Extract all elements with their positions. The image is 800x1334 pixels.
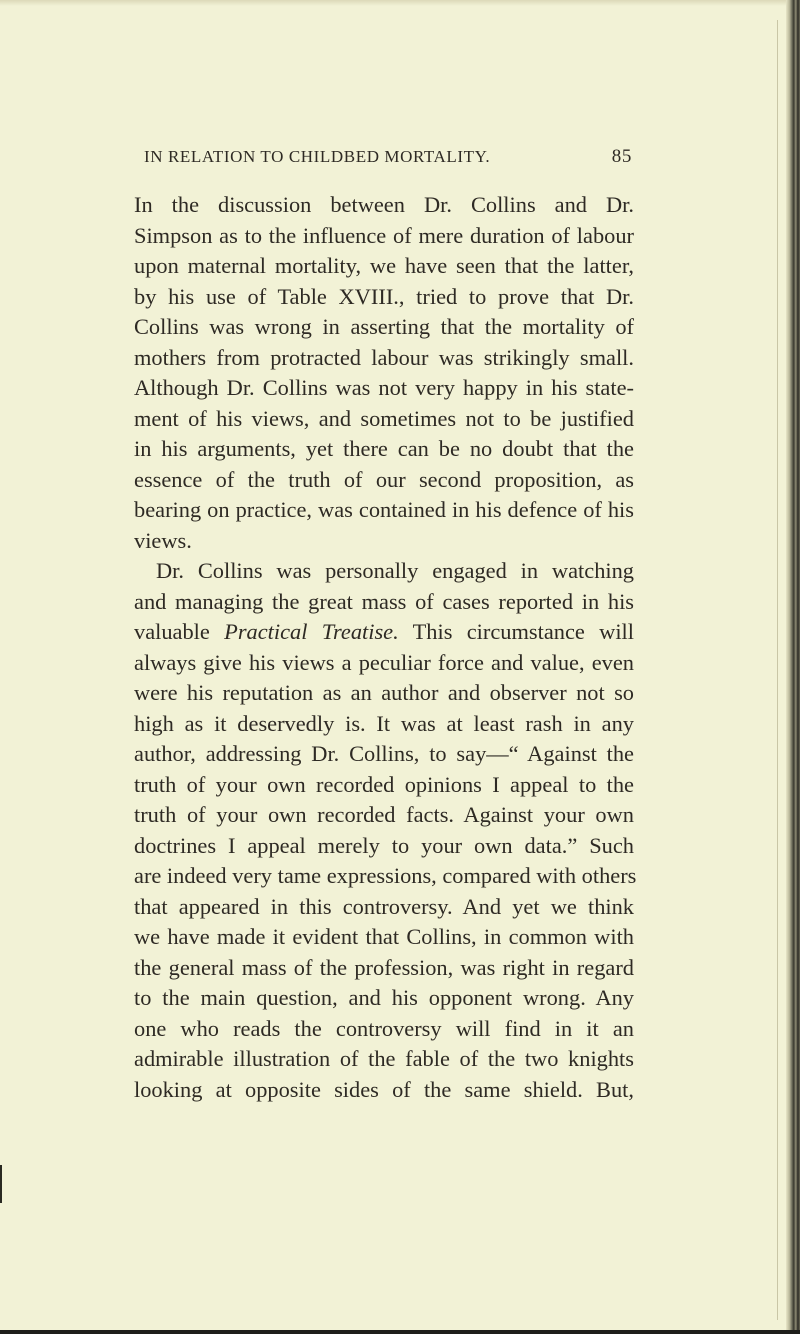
book-gutter-shadow: [786, 0, 800, 1334]
page-header: [144, 142, 632, 172]
text-line: that appeared in this controversy. And yet we think: [134, 893, 634, 919]
paragraph-start-line: Dr. Collins was personally engaged in watching: [156, 558, 634, 583]
text-line: were his reputation as an author and observer not so: [134, 680, 634, 705]
body-text: [134, 190, 637, 1105]
text-line: truth of your own recorded opinions I appeal to the: [134, 771, 634, 797]
running-head: IN RELATION TO CHILDBED MORTALITY.: [144, 147, 491, 166]
text-line: Simpson as to the influence of mere duration of labour: [134, 222, 634, 248]
text-line: bearing on practice, was contained in his defence of his: [134, 497, 634, 522]
page-top-edge: [0, 0, 800, 6]
text-line: truth of your own recorded facts. Against your own: [134, 802, 634, 827]
book-title-italic: Practical Treatise.: [224, 619, 399, 644]
page-number: 85: [611, 146, 632, 167]
text-line: Although Dr. Collins was not very happy in his state-: [134, 375, 634, 400]
text-line: ment of his views, and sometimes not to be justified: [134, 405, 634, 431]
text-line: looking at opposite sides of the same shield. But,: [134, 1076, 634, 1102]
text-line: we have made it evident that Collins, in common with: [134, 924, 634, 949]
text-line: and managing the great mass of cases reported in his: [134, 588, 634, 614]
text-line: Collins was wrong in asserting that the mortality of: [134, 314, 634, 339]
text-line: by his use of Table XVIII., tried to prove that Dr.: [134, 283, 634, 309]
text-line: In the discussion between Dr. Collins and Dr.: [134, 192, 634, 217]
text-line: one who reads the controversy will find in it an: [134, 1015, 634, 1041]
text-line: doctrines I appeal merely to your own data.” Such: [134, 832, 634, 858]
text-line-with-title: [134, 617, 634, 648]
text-line: in his arguments, yet there can be no doubt that the: [134, 436, 634, 461]
text-line: high as it deservedly is. It was at least rash in any: [134, 710, 634, 736]
gutter-rule: [777, 20, 778, 1320]
text-line: the general mass of the profession, was right in regard: [134, 954, 634, 980]
text-line: author, addressing Dr. Collins, to say—“ Against the: [134, 741, 634, 766]
text-line: are indeed very tame expressions, compared with others: [134, 863, 637, 888]
scan-edge-mark: [0, 1165, 2, 1203]
text-line: views.: [134, 527, 192, 553]
text-line: to the main question, and his opponent wrong. Any: [134, 985, 634, 1010]
text-segment: This circumstance will: [398, 619, 634, 644]
text-line: always give his views a peculiar force and value, even: [134, 649, 634, 675]
text-line: essence of the truth of our second proposition, as: [134, 466, 634, 492]
text-line: upon maternal mortality, we have seen that the latter,: [134, 253, 634, 278]
text-line: mothers from protracted labour was strikingly small.: [134, 344, 634, 370]
text-segment: valuable: [134, 619, 225, 644]
text-line: admirable illustration of the fable of the two knights: [134, 1046, 634, 1071]
page-bottom-edge: [0, 1330, 800, 1334]
